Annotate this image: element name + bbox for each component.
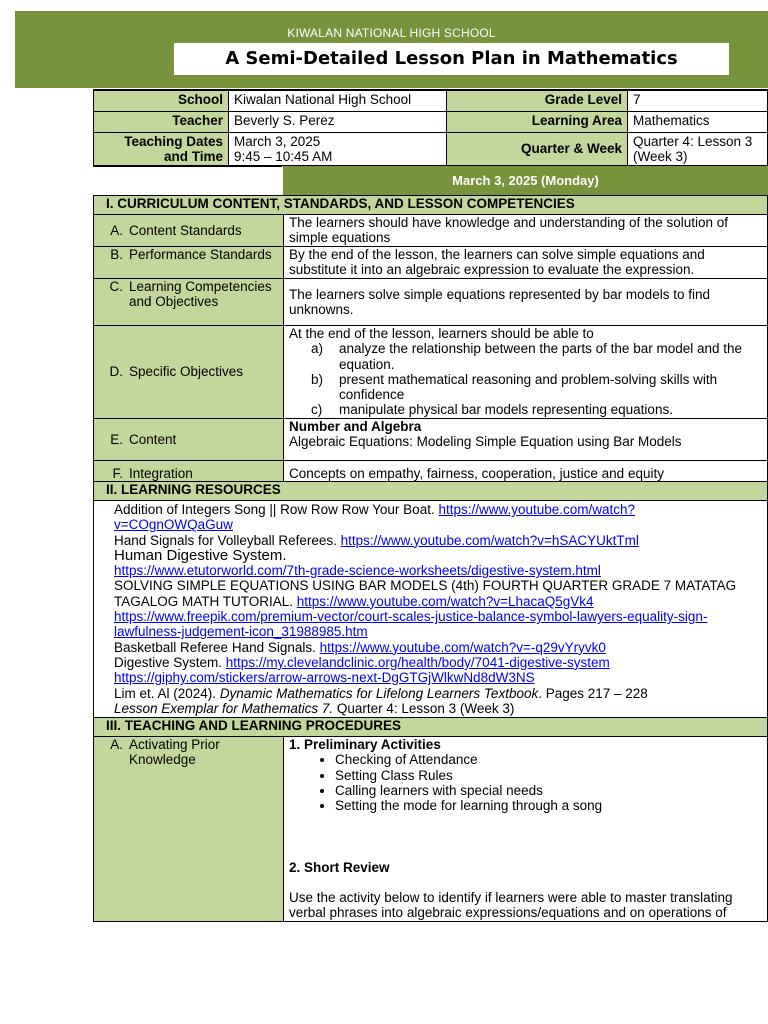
resource-item: Addition of Integers Song || Row Row Row Your Boat. https://www.youtube.com/watch? [114, 502, 636, 517]
resource-link[interactable]: v=COgnOWQaGuw [114, 517, 233, 533]
resource-link[interactable]: https://www.youtube.com/watch? [438, 502, 636, 517]
prior-knowledge-content [284, 737, 768, 922]
specific-objectives-text: At the end of the lesson, learners should be able to a) analyze the relationship between the parts of the bar model and the equation. b) present mathematical reasoning and problem-solving skills with confidence c) manipulate physical bar models representing equations. [284, 326, 768, 419]
section-3-heading: III. TEACHING AND LEARNING PROCEDURES [94, 718, 768, 737]
content-label: E. Content [94, 419, 284, 461]
performance-standards-text: By the end of the lesson, the learners can solve simple equations and substitute it into an algebraic expression to evaluate the expression. [284, 247, 768, 279]
area-value: Mathematics [628, 111, 768, 132]
resource-item: Hand Signals for Volleyball Referees. https://www.youtube.com/watch?v=hSACYUktTml [114, 532, 639, 548]
short-review-heading: 2. Short Review [289, 859, 390, 875]
resource-item: Lesson Exemplar for Mathematics 7. Quarter 4: Lesson 3 (Week 3) [114, 700, 515, 716]
date-heading: March 3, 2025 (Monday) [283, 166, 768, 195]
document-title: A Semi-Detailed Lesson Plan in Mathematics [174, 43, 729, 75]
grade-value: 7 [628, 90, 768, 111]
prior-knowledge-label: A. Activating Prior Knowledge [94, 737, 284, 922]
list-item: • Setting the mode for learning through a song [335, 798, 762, 813]
section-2-heading: II. LEARNING RESOURCES [94, 482, 768, 501]
resource-item [114, 670, 762, 685]
content-standards-label: A. Content Standards [94, 215, 284, 247]
resource-item [114, 609, 762, 624]
objectives-list [289, 341, 762, 417]
resource-item [114, 624, 762, 639]
resource-item: Human Digestive System. [114, 546, 287, 564]
preliminary-list [289, 752, 762, 813]
resource-link[interactable]: lawfulness-judgement-icon_31988985.htm [114, 624, 368, 640]
short-review-text: Use the activity below to identify if learners were able to master translating verbal phrases into algebraic expressions/equations and on operations of [289, 889, 733, 921]
date-row-spacer [93, 166, 282, 195]
content-standards-text: The learners should have knowledge and understanding of the solution of simple equations [284, 215, 768, 247]
resource-item [114, 563, 762, 578]
school-label: School [94, 90, 229, 111]
section-1-heading: I. CURRICULUM CONTENT, STANDARDS, AND LESSON COMPETENCIES [94, 196, 768, 215]
resource-link[interactable]: https://www.freepik.com/premium-vector/court-scales-justice-balance-symbol-lawyers-equality-sign- [114, 609, 708, 625]
resource-link[interactable]: https://my.clevelandclinic.org/health/body/7041-digestive-system [225, 654, 610, 670]
preliminary-heading: 1. Preliminary Activities [289, 737, 441, 753]
quarter-value: Quarter 4: Lesson 3 (Week 3) [628, 132, 768, 165]
quarter-label: Quarter & Week [447, 132, 628, 165]
resource-link[interactable]: https://www.youtube.com/watch?v=hSACYUktTml [340, 532, 639, 548]
dates-value: March 3, 2025 9:45 – 10:45 AM [229, 132, 447, 165]
integration-label: F. Integration [94, 461, 284, 482]
teacher-value: Beverly S. Perez [229, 111, 447, 132]
school-value: Kiwalan National High School [229, 90, 447, 111]
list-item: • Setting Class Rules [335, 768, 762, 783]
objective-item: c) manipulate physical bar models representing equations. [311, 402, 673, 418]
objective-item: b) present mathematical reasoning and problem-solving skills with confidence [311, 371, 718, 403]
list-item: • Calling learners with special needs [335, 783, 762, 798]
info-table [93, 89, 768, 166]
area-label: Learning Area [447, 111, 628, 132]
objective-item: a) analyze the relationship between the parts of the bar model and the equation. [311, 341, 743, 372]
teacher-label: Teacher [94, 111, 229, 132]
resource-item: SOLVING SIMPLE EQUATIONS USING BAR MODELS (4th) FOURTH QUARTER GRADE 7 MATATAG [114, 578, 737, 594]
grade-label: Grade Level [447, 90, 628, 111]
performance-standards-label: B. Performance Standards [94, 247, 284, 279]
resource-link[interactable]: https://giphy.com/stickers/arrow-arrows-next-DgGTGjWlkwNd8dW3NS [114, 670, 535, 686]
competencies-label: C. Learning Competencies and Objectives [94, 279, 284, 326]
school-name: KIWALAN NATIONAL HIGH SCHOOL [287, 26, 496, 40]
dates-label: Teaching Dates and Time [94, 132, 229, 165]
competencies-text: The learners solve simple equations represented by bar models to find unknowns. [284, 279, 768, 326]
resource-item: Digestive System. https://my.clevelandclinic.org/health/body/7041-digestive-system [114, 654, 610, 670]
list-item: • Checking of Attendance [335, 752, 762, 767]
resource-item: Lim et. Al (2024). Dynamic Mathematics for Lifelong Learners Textbook. Pages 217 – 228 [114, 685, 648, 701]
resource-link[interactable]: https://www.etutorworld.com/7th-grade-science-worksheets/digestive-system.html [114, 563, 601, 579]
resource-link[interactable]: https://www.youtube.com/watch?v=LhacaQ5gVk4 [296, 593, 594, 609]
resource-link[interactable]: https://www.youtube.com/watch?v=-q29vYryvk0 [319, 639, 606, 655]
resource-item: Basketball Referee Hand Signals. https://www.youtube.com/watch?v=-q29vYryvk0 [114, 639, 606, 655]
integration-text: Concepts on empathy, fairness, cooperation, justice and equity [284, 461, 768, 482]
content-text: Number and Algebra Algebraic Equations: Modeling Simple Equation using Bar Models [284, 419, 768, 461]
resource-item [114, 517, 762, 532]
learning-resources [94, 501, 768, 718]
header-banner [15, 11, 768, 88]
resource-item: TAGALOG MATH TUTORIAL. https://www.youtube.com/watch?v=LhacaQ5gVk4 [114, 593, 594, 609]
specific-objectives-label: D. Specific Objectives [94, 326, 284, 419]
lesson-table [93, 195, 768, 922]
